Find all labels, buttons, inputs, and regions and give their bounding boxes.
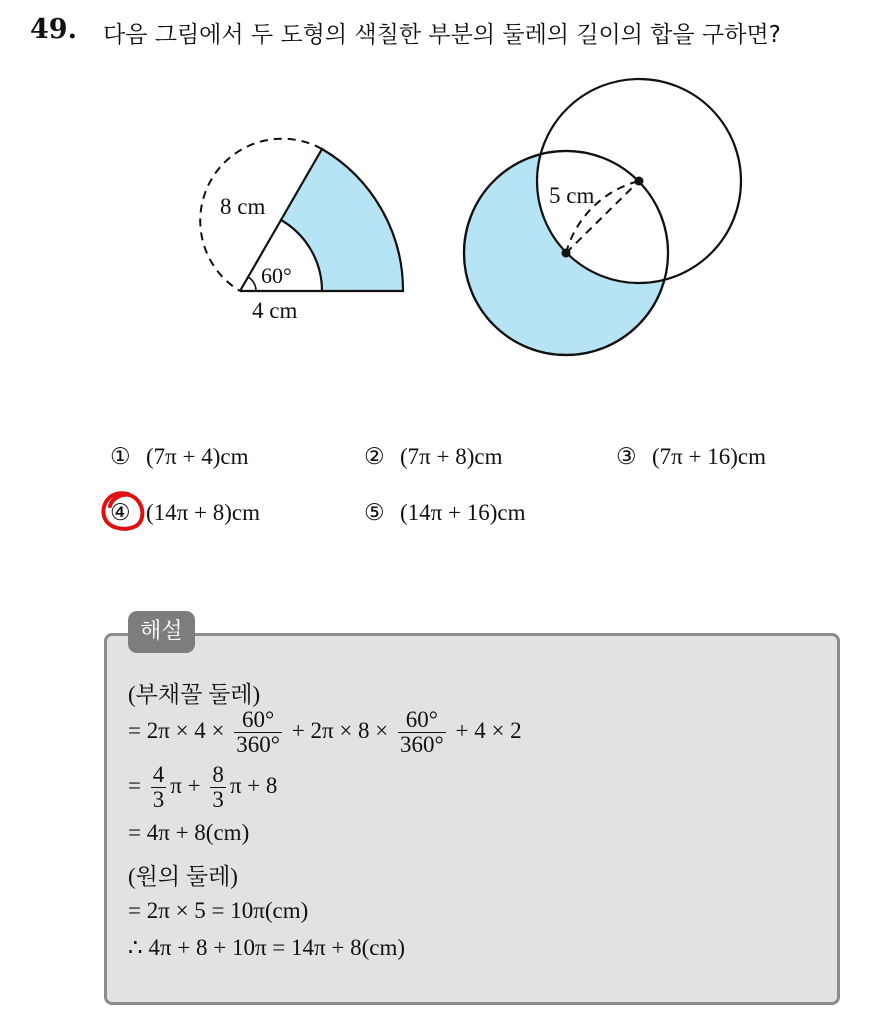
- expr-part: + 2π × 8 ×: [291, 717, 389, 743]
- fraction-numerator: 60°: [234, 708, 282, 733]
- choice-text: (7π + 8)cm: [400, 444, 503, 469]
- question-number: 49.: [30, 14, 77, 45]
- explanation-line-4: = 4π + 8(cm): [128, 820, 250, 845]
- fraction-denominator: 360°: [400, 732, 444, 758]
- choice-5[interactable]: [364, 500, 526, 526]
- label-4cm: 4 cm: [252, 298, 298, 323]
- explanation-line-2: [128, 708, 522, 757]
- choice-mark: ①: [110, 444, 131, 469]
- expr-part: π + 8: [229, 772, 278, 798]
- choice-text: (14π + 16)cm: [400, 500, 526, 525]
- question-text: 다음 그림에서 두 도형의 색칠한 부분의 둘레의 길이의 합을 구하면?: [103, 22, 781, 48]
- choice-mark: ④: [110, 500, 131, 525]
- answer-circle-mark: [98, 486, 150, 538]
- center-dot-a: [562, 249, 571, 258]
- explanation-badge: 해설: [128, 611, 195, 653]
- choice-3[interactable]: [616, 444, 766, 470]
- explanation-line-5: (원의 둘레): [128, 864, 238, 889]
- shaded-sector-region: [281, 149, 403, 291]
- explanation-line-1: (부채꼴 둘레): [128, 682, 261, 707]
- choice-mark: ③: [616, 444, 637, 469]
- label-60deg: 60°: [261, 263, 292, 288]
- angle-arc: [248, 277, 256, 291]
- explanation-line-3: [128, 763, 277, 812]
- choice-text: (7π + 4)cm: [146, 444, 249, 469]
- fraction: [398, 708, 446, 757]
- choice-2[interactable]: [364, 444, 503, 470]
- choice-mark: ⑤: [364, 500, 385, 525]
- choice-text: (7π + 16)cm: [652, 444, 767, 469]
- fraction-denominator: 3: [152, 787, 165, 813]
- center-dot-b: [635, 177, 644, 186]
- choice-1[interactable]: [110, 444, 249, 470]
- label-8cm: 8 cm: [220, 194, 266, 219]
- fraction-numerator: 8: [212, 762, 224, 787]
- choice-mark: ②: [364, 444, 385, 469]
- expr-part: π +: [170, 772, 201, 798]
- fraction: [151, 763, 167, 812]
- fraction: [234, 708, 282, 757]
- explanation-line-6: = 2π × 5 = 10π(cm): [128, 898, 309, 923]
- fraction-numerator: 60°: [398, 708, 446, 733]
- label-5cm: 5 cm: [549, 183, 595, 208]
- fraction-denominator: 3: [212, 787, 224, 813]
- fraction: [210, 763, 226, 812]
- explanation-line-7: ∴ 4π + 8 + 10π = 14π + 8(cm): [128, 935, 406, 960]
- expr-part: = 2π × 4 ×: [128, 717, 225, 743]
- fraction-denominator: 360°: [236, 732, 280, 758]
- expr-part: + 4 × 2: [455, 717, 522, 743]
- fraction-numerator: 4: [152, 762, 165, 787]
- choice-text: (14π + 8)cm: [146, 500, 261, 525]
- geometry-figure: [0, 0, 884, 420]
- expr-part: =: [128, 772, 141, 798]
